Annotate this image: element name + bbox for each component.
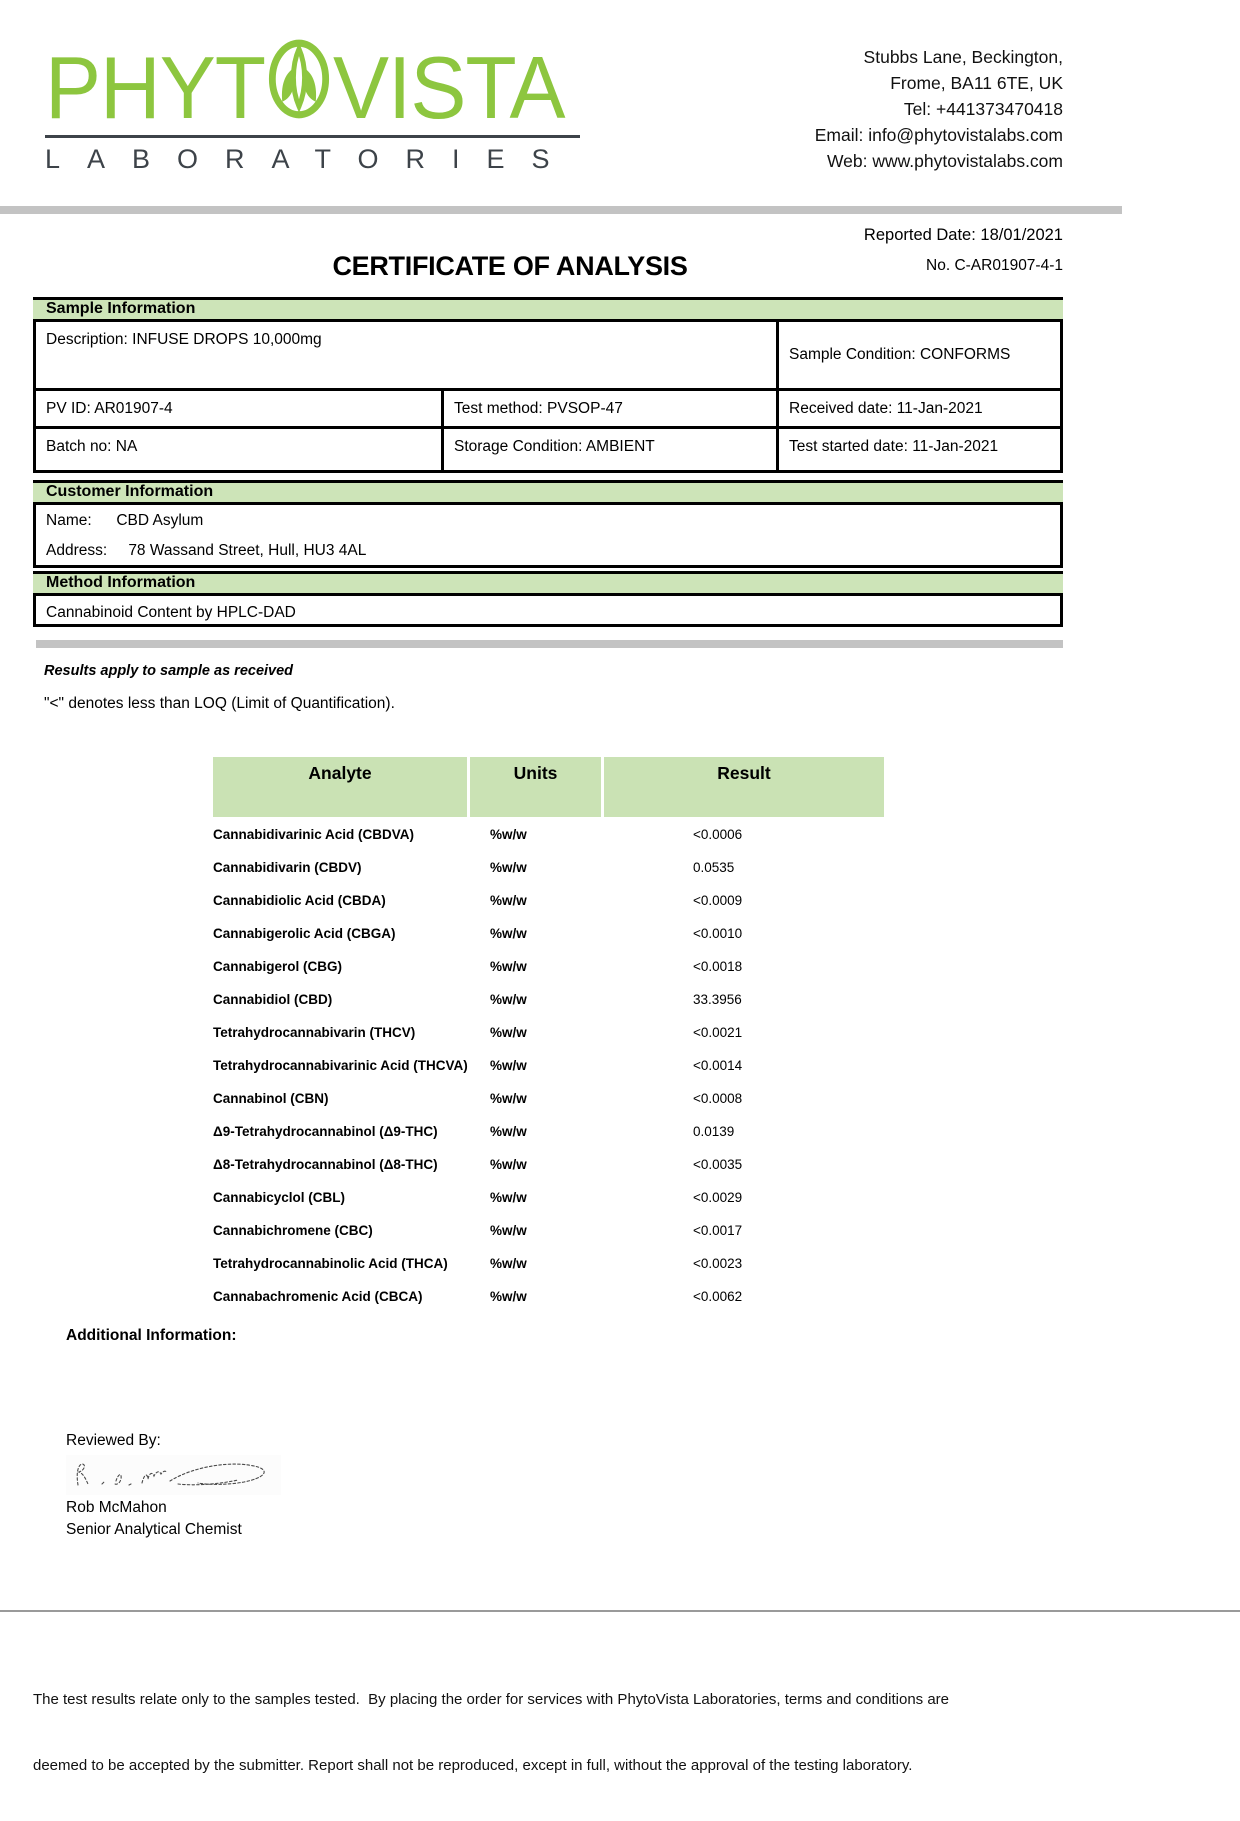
method-name: Cannabinoid Content by HPLC-DAD: [33, 596, 1063, 627]
reviewer-name: Rob McMahon: [66, 1499, 167, 1516]
analyte-cell: Cannabidivarin (CBDV): [213, 860, 362, 875]
loq-note: "<" denotes less than LOQ (Limit of Quantification).: [44, 695, 395, 712]
customer-name-label: Name:: [46, 512, 92, 529]
results-table: [213, 757, 885, 1313]
result-cell: 0.0139: [693, 1124, 735, 1139]
analyte-cell: Cannabichromene (CBC): [213, 1223, 373, 1238]
sample-description: Description: INFUSE DROPS 10,000mg: [46, 331, 322, 348]
result-cell: 0.0535: [693, 860, 735, 875]
table-row: [213, 884, 885, 917]
company-logo: [45, 38, 585, 175]
analyte-cell: Cannabidiol (CBD): [213, 992, 333, 1007]
report-number: No. C-AR01907-4-1: [926, 257, 1063, 274]
contact-phone: Tel: +441373470418: [903, 99, 1063, 119]
table-row: [213, 917, 885, 950]
batch-no: Batch no: NA: [46, 438, 138, 455]
customer-info-box: [33, 505, 1063, 568]
units-cell: %w/w: [490, 827, 527, 842]
units-cell: %w/w: [490, 1289, 527, 1304]
units-cell: %w/w: [490, 1157, 527, 1172]
table-row: [213, 851, 885, 884]
section-divider-bar: [36, 640, 1063, 648]
units-cell: %w/w: [490, 893, 527, 908]
footer-disclaimer: [33, 1645, 1153, 1821]
customer-address-label: Address:: [46, 542, 108, 559]
contact-web: Web: www.phytovistalabs.com: [826, 151, 1063, 171]
pv-id: PV ID: AR01907-4: [46, 400, 173, 417]
table-row: [213, 983, 885, 1016]
table-row: [213, 950, 885, 983]
result-cell: <0.0021: [693, 1025, 743, 1040]
analyte-cell: Cannabigerol (CBG): [213, 959, 343, 974]
customer-info-header: Customer Information: [33, 480, 1063, 505]
sample-condition: Sample Condition: CONFORMS: [776, 322, 1060, 388]
units-cell: %w/w: [490, 1190, 527, 1205]
table-row: [213, 1214, 885, 1247]
column-header-result: Result: [604, 757, 884, 817]
units-cell: %w/w: [490, 1091, 527, 1106]
reported-date: Reported Date: 18/01/2021: [863, 226, 1063, 244]
results-note: Results apply to sample as received: [44, 663, 294, 679]
result-cell: <0.0035: [693, 1157, 743, 1172]
test-method: Test method: PVSOP-47: [441, 391, 776, 426]
table-row: [213, 1181, 885, 1214]
result-cell: 33.3956: [693, 992, 742, 1007]
units-cell: %w/w: [490, 926, 527, 941]
analyte-cell: Tetrahydrocannabivarin (THCV): [213, 1025, 416, 1040]
contact-address-line: Frome, BA11 6TE, UK: [890, 73, 1063, 93]
sample-description-row: [33, 322, 1063, 391]
page-title: CERTIFICATE OF ANALYSIS: [332, 251, 688, 281]
results-table-body: [213, 818, 885, 1313]
result-cell: <0.0010: [693, 926, 743, 941]
units-cell: %w/w: [490, 860, 527, 875]
logo-subtitle: LABORATORIES: [45, 144, 577, 174]
table-row: [213, 1280, 885, 1313]
analyte-cell: Cannabigerolic Acid (CBGA): [213, 926, 396, 941]
result-cell: <0.0029: [693, 1190, 743, 1205]
result-cell: <0.0009: [693, 893, 743, 908]
analyte-cell: Cannabidiolic Acid (CBDA): [213, 893, 386, 908]
lab-contact-block: [815, 44, 1063, 174]
leaf-icon: [268, 38, 330, 136]
table-row: [213, 1016, 885, 1049]
units-cell: %w/w: [490, 1025, 527, 1040]
footer-line-1: The test results relate only to the samples tested. By placing the order for services with PhytoVista Laboratories, terms and conditions are: [33, 1691, 950, 1708]
additional-info-label: Additional Information:: [66, 1327, 237, 1344]
sample-batch-row: [33, 429, 1063, 473]
analyte-cell: Tetrahydrocannabivarinic Acid (THCVA): [213, 1058, 468, 1073]
table-row: [213, 1247, 885, 1280]
logo-wordmark: [45, 38, 585, 136]
method-info-header: Method Information: [33, 571, 1063, 596]
table-row: [213, 1082, 885, 1115]
units-cell: %w/w: [490, 1124, 527, 1139]
header-divider-bar: [0, 206, 1122, 214]
contact-email: Email: info@phytovistalabs.com: [814, 125, 1063, 145]
result-cell: <0.0062: [693, 1289, 743, 1304]
customer-address-value: 78 Wassand Street, Hull, HU3 4AL: [128, 542, 367, 559]
column-header-units: Units: [470, 757, 601, 817]
reviewer-title: Senior Analytical Chemist: [66, 1521, 242, 1538]
analyte-cell: Cannabicyclol (CBL): [213, 1190, 346, 1205]
result-cell: <0.0006: [693, 827, 743, 842]
footer-divider: [0, 1610, 1240, 1612]
units-cell: %w/w: [490, 959, 527, 974]
received-date: Received date: 11-Jan-2021: [776, 391, 1060, 426]
analyte-cell: Cannabidivarinic Acid (CBDVA): [213, 827, 415, 842]
result-cell: <0.0008: [693, 1091, 743, 1106]
units-cell: %w/w: [490, 1058, 527, 1073]
result-cell: <0.0023: [693, 1256, 743, 1271]
storage-condition: Storage Condition: AMBIENT: [441, 429, 776, 470]
customer-name-value: CBD Asylum: [116, 512, 204, 529]
reviewed-by-label: Reviewed By:: [66, 1432, 161, 1449]
info-tables: [33, 297, 1063, 648]
analyte-cell: Δ9-Tetrahydrocannabinol (Δ9-THC): [213, 1124, 438, 1139]
table-row: [213, 1148, 885, 1181]
table-row: [213, 1049, 885, 1082]
review-block: [66, 1430, 281, 1541]
customer-address: [46, 542, 1060, 560]
test-started-date: Test started date: 11-Jan-2021: [776, 429, 1060, 470]
table-row: [213, 1115, 885, 1148]
column-header-analyte: Analyte: [213, 757, 467, 817]
analyte-cell: Tetrahydrocannabinolic Acid (THCA): [213, 1256, 448, 1271]
contact-address-line: Stubbs Lane, Beckington,: [863, 47, 1063, 67]
table-row: [213, 818, 885, 851]
units-cell: %w/w: [490, 1223, 527, 1238]
units-cell: %w/w: [490, 1256, 527, 1271]
logo-text-prefix: PHYT: [45, 37, 266, 137]
logo-text-suffix: VISTA: [333, 37, 565, 137]
result-cell: <0.0017: [693, 1223, 743, 1238]
sample-ids-row: [33, 391, 1063, 429]
footer-line-2: deemed to be accepted by the submitter. Report shall not be reproduced, except in full, without the approval of the testing laboratory.: [33, 1757, 913, 1774]
analyte-cell: Cannabinol (CBN): [213, 1091, 329, 1106]
result-cell: <0.0018: [693, 959, 743, 974]
result-cell: <0.0014: [693, 1058, 743, 1073]
analyte-cell: Δ8-Tetrahydrocannabinol (Δ8-THC): [213, 1157, 438, 1172]
analyte-cell: Cannabachromenic Acid (CBCA): [213, 1289, 423, 1304]
signature-image: [66, 1455, 281, 1495]
sample-info-header: Sample Information: [33, 297, 1063, 322]
units-cell: %w/w: [490, 992, 527, 1007]
customer-name: [46, 512, 1060, 530]
results-table-header: [213, 757, 885, 817]
